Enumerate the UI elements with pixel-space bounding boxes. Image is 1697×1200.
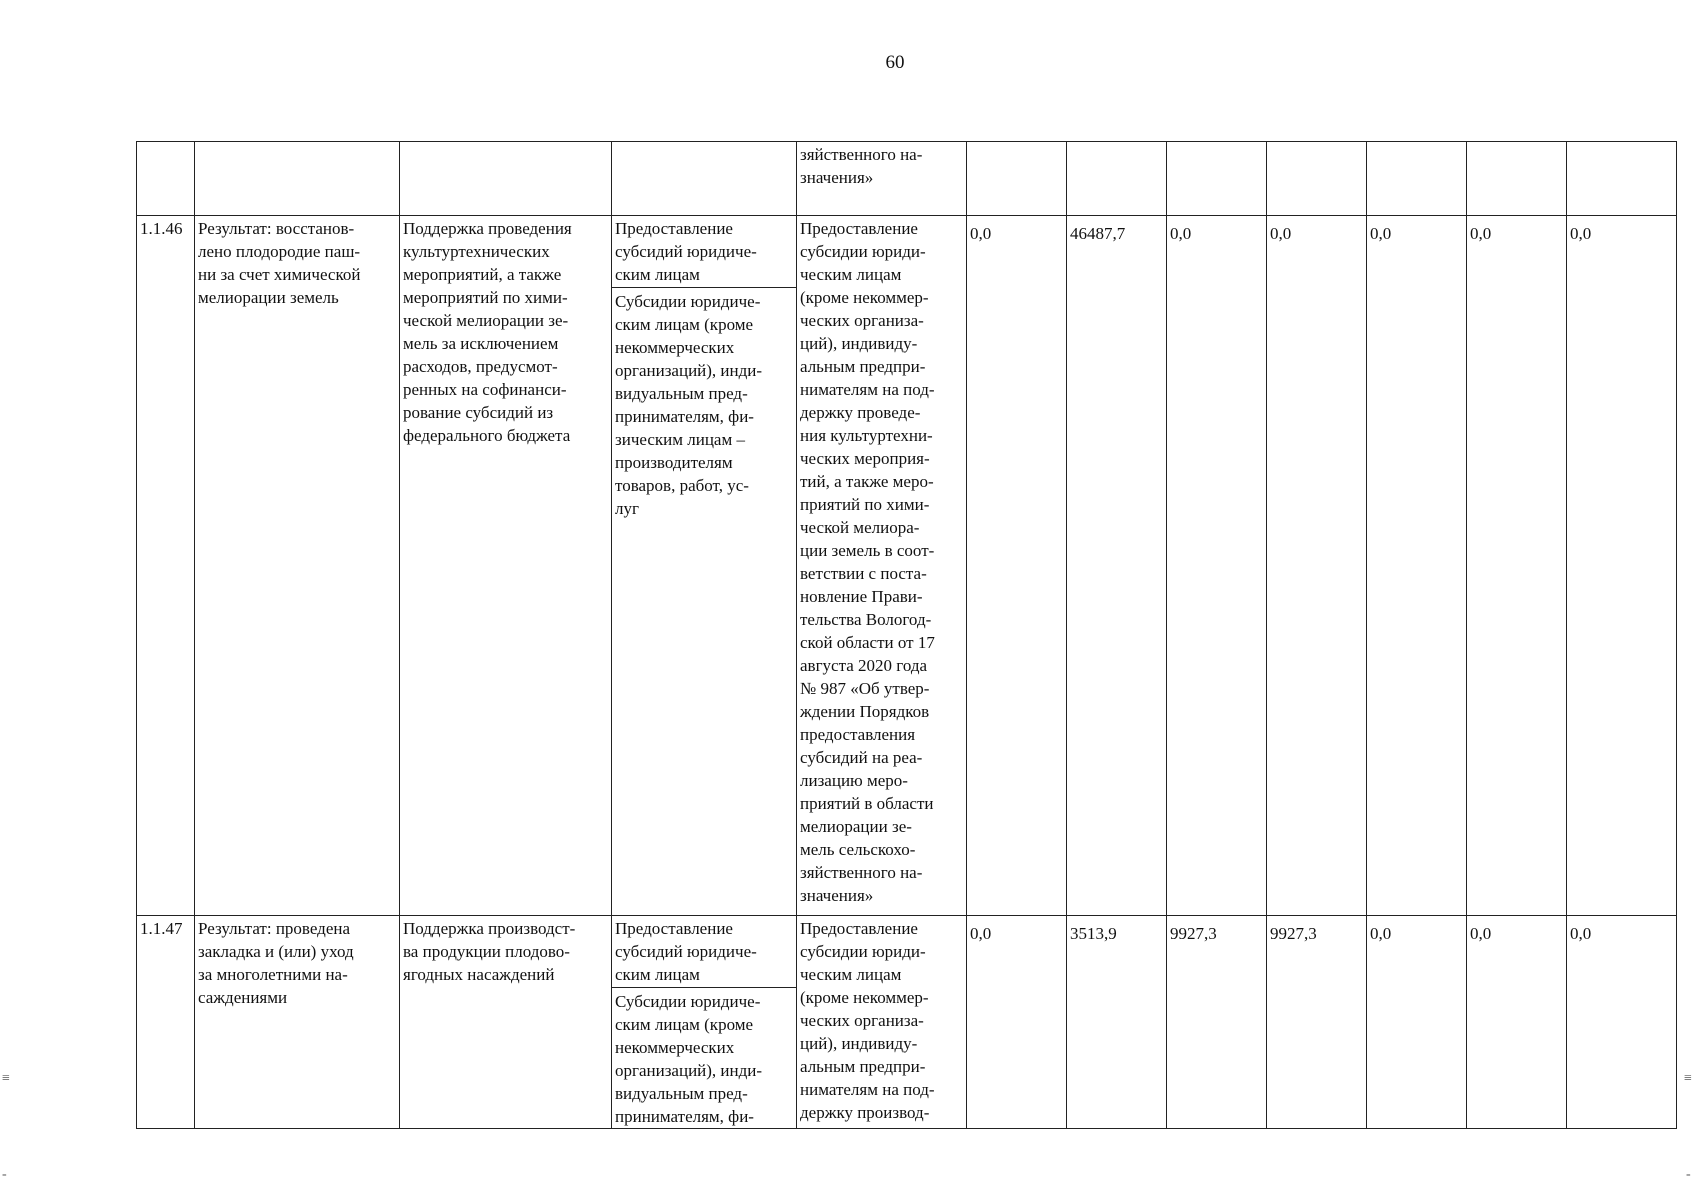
cell-result [195, 142, 400, 216]
text-line: организаций), инди- [615, 1061, 763, 1080]
text-line: ния культуртехни- [800, 426, 933, 445]
text-line: Предоставление [800, 219, 918, 238]
text-line: луг [615, 499, 639, 518]
cell-value: 3513,9 [1067, 916, 1167, 1129]
text-line: ской области от 17 [800, 633, 935, 652]
text-line: новление Прави- [800, 587, 923, 606]
scan-edge-mark: - [1686, 1167, 1691, 1182]
cell-type [612, 916, 797, 1129]
cell-value [1367, 142, 1467, 216]
cell-value [967, 142, 1067, 216]
text-line: зяйственного на- [800, 863, 923, 882]
type-first-block [612, 917, 796, 988]
text-line: субсидий на реа- [800, 748, 923, 767]
text-line: (кроме некоммер- [800, 988, 929, 1007]
text-line: закладка и (или) уход [198, 942, 354, 961]
cell-value: 0,0 [1467, 216, 1567, 916]
text-line: Субсидии юридиче- [615, 992, 761, 1011]
text-line: товаров, работ, ус- [615, 476, 749, 495]
text-line: Результат: проведена [198, 919, 351, 938]
cell-value: 0,0 [1367, 916, 1467, 1129]
text-line: альным предпри- [800, 1057, 926, 1076]
cell-number [137, 142, 195, 216]
text-line: субсидий юридиче- [615, 242, 757, 261]
page-number: 60 [885, 52, 905, 73]
cell-value: 0,0 [1567, 216, 1677, 916]
text-line: августа 2020 года [800, 656, 928, 675]
cell-value: 0,0 [967, 916, 1067, 1129]
text-line: зяйственного на- [800, 145, 923, 164]
text-line: принимателям, фи- [615, 1107, 754, 1126]
cell-value [1467, 142, 1567, 216]
cell-value [1567, 142, 1677, 216]
text-line: за многолетними на- [198, 965, 348, 984]
cell-type [612, 142, 797, 216]
cell-value: 9927,3 [1267, 916, 1367, 1129]
scan-edge-mark: ≡ [1684, 1071, 1692, 1086]
text-line: субсидии юриди- [800, 942, 926, 961]
text-line: расходов, предусмот- [403, 357, 558, 376]
text-line: ций), индивиду- [800, 1034, 918, 1053]
text-line: предоставления [800, 725, 916, 744]
text-line: держку проведе- [800, 403, 921, 422]
text-line: тий, а также меро- [800, 472, 934, 491]
text-line: ветствии с поста- [800, 564, 927, 583]
text-line: тельства Вологод- [800, 610, 932, 629]
cell-value [1067, 142, 1167, 216]
text-line: культуртехнических [403, 242, 550, 261]
scan-edge-mark: ≡ [2, 1071, 10, 1086]
cell-activity [400, 916, 612, 1129]
text-line: мероприятий по хими- [403, 288, 568, 307]
text-line: ций), индивиду- [800, 334, 918, 353]
cell-value: 0,0 [1267, 216, 1367, 916]
text-line: мелиорации земель [198, 288, 339, 307]
text-line: ни за счет химической [198, 265, 361, 284]
text-line: ческой мелиорации зе- [403, 311, 569, 330]
cell-value [1167, 142, 1267, 216]
text-line: приятий в области [800, 794, 934, 813]
cell-value: 0,0 [1367, 216, 1467, 916]
cell-value [1267, 142, 1367, 216]
cell-basis [797, 916, 967, 1129]
text-line: № 987 «Об утвер- [800, 679, 930, 698]
budget-table [136, 141, 1677, 1129]
cell-result [195, 916, 400, 1129]
text-line: Предоставление [615, 219, 733, 238]
text-line: федерального бюджета [403, 426, 571, 445]
text-line: ции земель в соот- [800, 541, 935, 560]
text-line: нимателям на под- [800, 380, 935, 399]
text-line: мель сельскохо- [800, 840, 916, 859]
text-line: значения» [800, 886, 874, 905]
text-line: ческим лицам [800, 265, 902, 284]
text-line: видуальным пред- [615, 1084, 748, 1103]
text-line: ягодных насаждений [403, 965, 555, 984]
cell-activity [400, 142, 612, 216]
cell-type [612, 216, 797, 916]
text-line: лизацию меро- [800, 771, 908, 790]
text-line: ским лицам (кроме [615, 315, 754, 334]
text-line: зическим лицам – [615, 430, 745, 449]
table-row [137, 916, 1677, 1129]
text-line: принимателям, фи- [615, 407, 754, 426]
cell-number: 1.1.46 [137, 216, 195, 916]
text-line: ренных на софинанси- [403, 380, 567, 399]
scan-edge-mark: - [2, 1167, 7, 1182]
cell-result [195, 216, 400, 916]
text-line: ва продукции плодово- [403, 942, 570, 961]
text-line: ским лицам [615, 965, 700, 984]
text-line: Поддержка проведения [403, 219, 572, 238]
text-line: приятий по хими- [800, 495, 930, 514]
text-line: организаций), инди- [615, 361, 763, 380]
text-line: Предоставление [615, 919, 733, 938]
text-line: альным предпри- [800, 357, 926, 376]
cell-value: 9927,3 [1167, 916, 1267, 1129]
text-line: Субсидии юридиче- [615, 292, 761, 311]
text-line: субсидий юридиче- [615, 942, 757, 961]
text-line: ческой мелиора- [800, 518, 920, 537]
cell-value: 46487,7 [1067, 216, 1167, 916]
text-line: нимателям на под- [800, 1080, 935, 1099]
text-line: лено плодородие паш- [198, 242, 361, 261]
cell-activity [400, 216, 612, 916]
cell-value: 0,0 [967, 216, 1067, 916]
text-line: ческих организа- [800, 311, 924, 330]
text-line: Поддержка производст- [403, 919, 576, 938]
text-line: значения» [800, 168, 874, 187]
text-line: мероприятий, а также [403, 265, 562, 284]
text-line: Предоставление [800, 919, 918, 938]
text-line: ским лицам (кроме [615, 1015, 754, 1034]
cell-number: 1.1.47 [137, 916, 195, 1129]
cell-basis [797, 216, 967, 916]
text-line: рование субсидий из [403, 403, 554, 422]
text-line: (кроме некоммер- [800, 288, 929, 307]
text-line: ческих мероприя- [800, 449, 930, 468]
cell-value: 0,0 [1567, 916, 1677, 1129]
text-line: мель за исключением [403, 334, 559, 353]
text-line: ческим лицам [800, 965, 902, 984]
text-line: видуальным пред- [615, 384, 748, 403]
text-line: ческих организа- [800, 1011, 924, 1030]
text-line: некоммерческих [615, 338, 735, 357]
text-line: Результат: восстанов- [198, 219, 355, 238]
text-line: некоммерческих [615, 1038, 735, 1057]
text-line: субсидии юриди- [800, 242, 926, 261]
text-line: саждениями [198, 988, 288, 1007]
text-line: ским лицам [615, 265, 700, 284]
text-line: ждении Порядков [800, 702, 930, 721]
table-row [137, 216, 1677, 916]
type-first-block [612, 217, 796, 288]
text-line: производителям [615, 453, 733, 472]
cell-value: 0,0 [1167, 216, 1267, 916]
cell-value: 0,0 [1467, 916, 1567, 1129]
text-line: мелиорации зе- [800, 817, 912, 836]
text-line: держку производ- [800, 1103, 930, 1122]
cell-basis [797, 142, 967, 216]
continuation-row [137, 142, 1677, 216]
